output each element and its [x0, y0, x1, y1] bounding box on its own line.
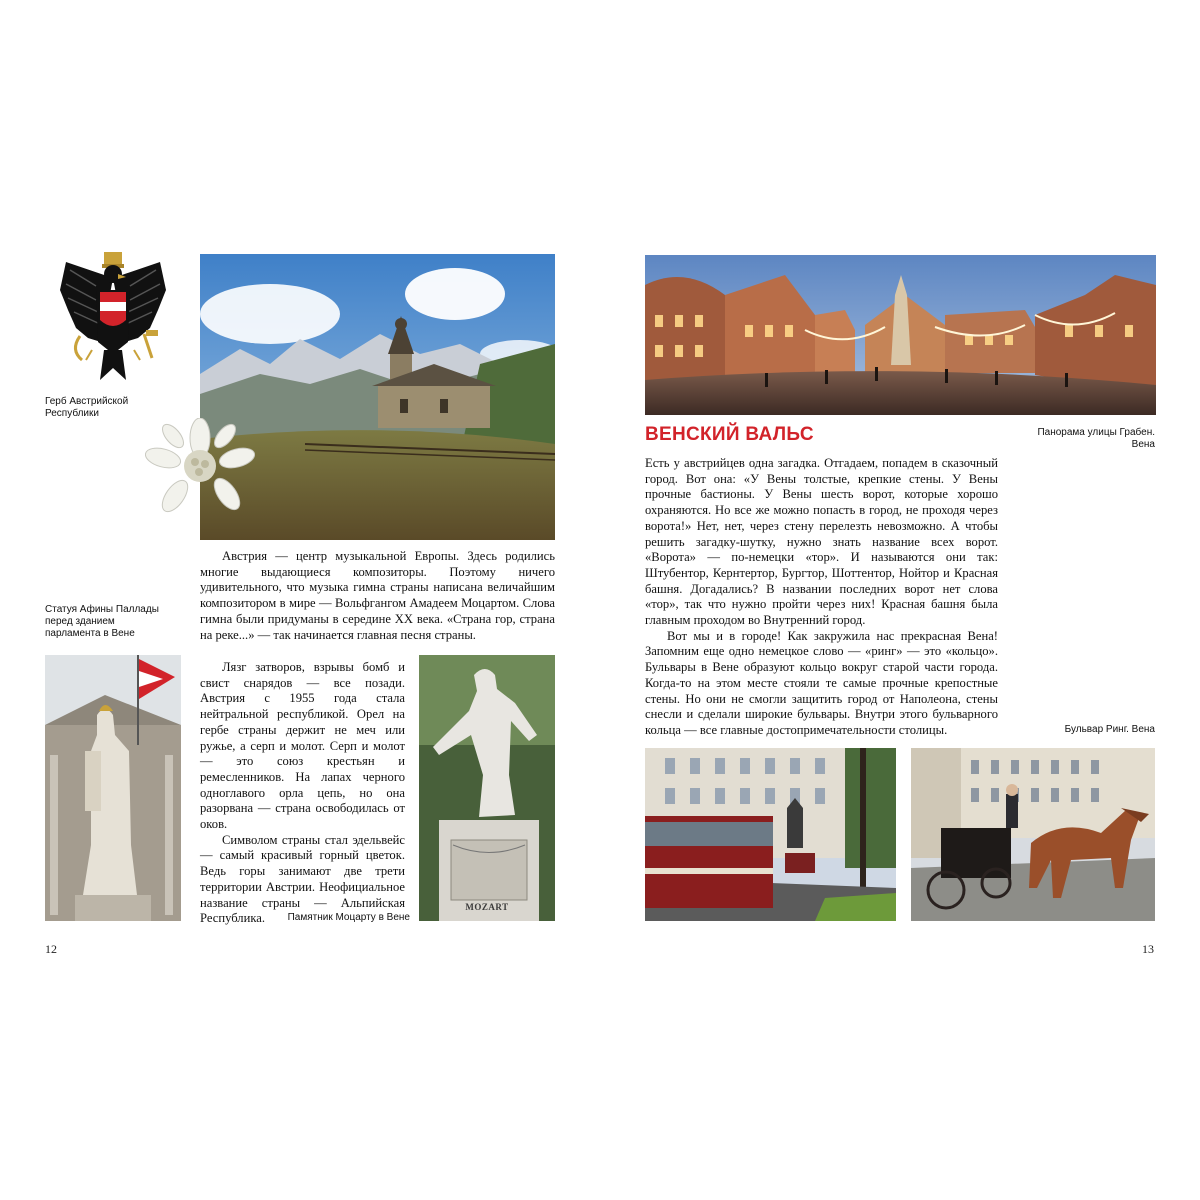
mozart-caption: Памятник Моцарту в Вене	[287, 912, 410, 923]
graben-panorama-photo	[645, 255, 1156, 415]
right-body-text	[645, 456, 998, 739]
mozart-plaque-label: MOZART	[465, 902, 509, 912]
athena-caption: Статуя Афины Паллады перед зданием парламента в Вене	[45, 604, 159, 639]
mozart-monument-photo	[419, 655, 555, 921]
coat-of-arms-icon	[56, 250, 170, 384]
right-paragraph-2-text: Вот мы и в городе! Как закружила нас прекрасная Вена! Запомним еще одно немецкое слово — «ринг» — это «кольцо». Бульвары в Вене образуют кольцо вокруг старой части города. Когда-то на этом месте стояли те самые прочные крепостные стены. Но они не смогли защитить город от Наполеона, стены снесли и сделали широкие бульвары. Внутри этого бульварного кольца — все главные достопримечательности столицы.	[645, 628, 998, 737]
ring-tram-photo	[645, 748, 896, 921]
ring-caption: Бульвар Ринг. Вена	[1064, 724, 1155, 735]
section-title: ВЕНСКИЙ ВАЛЬС	[645, 424, 814, 445]
edelweiss-icon	[145, 418, 255, 518]
ring-fiaker-photo	[911, 748, 1155, 921]
right-paragraph-1-text: Есть у австрийцев одна загадка. Отгадаем, попадем в сказочный город. Вот она: «У Вены толстые, крепкие стены. У Вены прочные бастионы. У Вены шесть ворот, которые хорошо охраняются. Но все же можно попасть в город, не проходя через ворота!» Нет, нет, через стену перелезть невозможно. А чтобы решить загадку-шутку, нужно знать название всех ворот. «Ворота» — по-немецки «тор». И называются они так: Штубентор, Кернтертор, Бургтор, Шоттентор, Нойтор и Красная башня. Догадались? В названии последних ворот нет слова «тор», так что нужно пройти через них! Красная башня была главным проходом во Внутренний город.	[645, 456, 998, 628]
coat-of-arms-caption: Герб Австрийской Республики	[45, 396, 129, 419]
left-paragraph-3-text: Символом страны стал эдельвейс — самый красивый горный цветок. Ведь горы занимают две трети территории Австрии. Неофициальное название страны — Альпийская Республика.	[200, 832, 405, 926]
left-paragraph-2-3	[200, 660, 405, 927]
left-paragraph-2-text: Лязг затворов, взрывы бомб и свист снарядов — все позади. Австрия с 1955 года стала нейтральной республикой. Орел на гербе страны держит не меч или ружье, а серп и молот. Серп и молот — это союз крестьян и ремесленников. На лапах черного одноглавого орла цепь, но она разорвана — страна освободилась от оков.	[200, 660, 405, 832]
panorama-caption: Панорама улицы Грабен. Вена	[1037, 427, 1155, 450]
left-paragraph-1-text: Австрия — центр музыкальной Европы. Здесь родились многие выдающиеся композиторы. Поэтому ничего удивительного, что музыка гимна страны написана величайшим композитором в мире — Вольфгангом Амадеем Моцартом. Слова гимна были придуманы в середине XX века. «Страна гор, страна на реке...» — так начинается главная песня страны.	[200, 549, 555, 642]
left-paragraph-1	[200, 549, 555, 643]
right-page-number: 13	[1142, 942, 1154, 956]
left-page-number: 12	[45, 942, 57, 956]
athena-statue-photo	[45, 655, 181, 921]
